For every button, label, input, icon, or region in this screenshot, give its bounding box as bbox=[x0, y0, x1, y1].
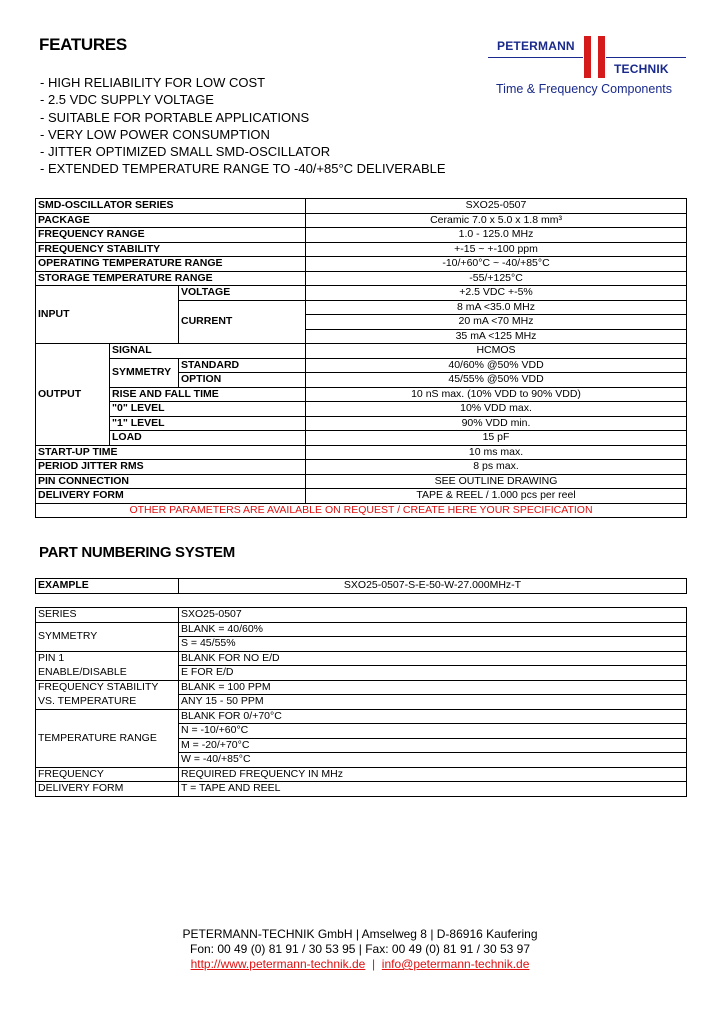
pn-value: SXO25-0507 bbox=[179, 608, 687, 623]
table-row bbox=[36, 622, 687, 637]
spec-sublabel: RISE AND FALL TIME bbox=[110, 387, 306, 402]
table-row bbox=[36, 666, 687, 681]
spec-value: 40/60% @50% VDD bbox=[306, 358, 687, 373]
spec-label: PERIOD JITTER RMS bbox=[36, 460, 306, 475]
table-row bbox=[36, 489, 687, 504]
table-row bbox=[36, 445, 687, 460]
spec-sublabel: LOAD bbox=[110, 431, 306, 446]
pn-value: REQUIRED FREQUENCY IN MHz bbox=[179, 767, 687, 782]
spec-value: SXO25-0507 bbox=[306, 199, 687, 214]
website-link[interactable]: http://www.petermann-technik.de bbox=[190, 957, 366, 971]
logo-name-petermann: PETERMANN bbox=[497, 39, 575, 53]
feature-item: - HIGH RELIABILITY FOR LOW COST bbox=[40, 75, 266, 90]
table-row bbox=[36, 767, 687, 782]
table-row bbox=[36, 242, 687, 257]
pn-value: BLANK = 100 PPM bbox=[179, 680, 687, 695]
spec-value: 15 pF bbox=[306, 431, 687, 446]
spec-label: PIN CONNECTION bbox=[36, 474, 306, 489]
spec-sublabel: OPTION bbox=[179, 373, 306, 388]
pn-label: FREQUENCY STABILITY bbox=[36, 680, 179, 695]
spec-value: HCMOS bbox=[306, 344, 687, 359]
pn-value: M = -20/+70°C bbox=[179, 738, 687, 753]
spec-value: Ceramic 7.0 x 5.0 x 1.8 mm³ bbox=[306, 213, 687, 228]
pn-value: S = 45/55% bbox=[179, 637, 687, 652]
spec-value: 20 mA <70 MHz bbox=[306, 315, 687, 330]
pn-label: TEMPERATURE RANGE bbox=[36, 709, 179, 767]
spec-sublabel: "1" LEVEL bbox=[110, 416, 306, 431]
footer-address: PETERMANN-TECHNIK GmbH | Amselweg 8 | D-86916 Kaufering bbox=[182, 927, 538, 941]
spec-value: 1.0 - 125.0 MHz bbox=[306, 228, 687, 243]
pn-label: FREQUENCY bbox=[36, 767, 179, 782]
pn-label: SYMMETRY bbox=[36, 622, 179, 651]
example-label: EXAMPLE bbox=[36, 579, 179, 594]
spec-label: PACKAGE bbox=[36, 213, 306, 228]
spec-sublabel: VOLTAGE bbox=[179, 286, 306, 301]
example-table bbox=[35, 578, 687, 594]
part-numbering-table bbox=[35, 607, 687, 797]
spec-value: 10 ms max. bbox=[306, 445, 687, 460]
spec-label-input: INPUT bbox=[36, 286, 179, 344]
table-row bbox=[36, 228, 687, 243]
pn-label: PIN 1 bbox=[36, 651, 179, 666]
pn-value: BLANK FOR 0/+70°C bbox=[179, 709, 687, 724]
spec-label: SMD-OSCILLATOR SERIES bbox=[36, 199, 306, 214]
spec-value: -55/+125°C bbox=[306, 271, 687, 286]
features-title: FEATURES bbox=[39, 35, 127, 54]
pn-label: VS. TEMPERATURE bbox=[36, 695, 179, 710]
spec-value: TAPE & REEL / 1.000 pcs per reel bbox=[306, 489, 687, 504]
spec-label: OPERATING TEMPERATURE RANGE bbox=[36, 257, 306, 272]
footer-phone: Fon: 00 49 (0) 81 91 / 30 53 95 | Fax: 00 49 (0) 81 91 / 30 53 97 bbox=[189, 942, 530, 956]
footer-links bbox=[0, 957, 720, 972]
spec-sublabel: SIGNAL bbox=[110, 344, 306, 359]
spec-value: +-15 ~ +-100 ppm bbox=[306, 242, 687, 257]
logo-line-right bbox=[606, 57, 686, 58]
spec-note: OTHER PARAMETERS ARE AVAILABLE ON REQUEST / CREATE HERE YOUR SPECIFICATION bbox=[36, 503, 687, 518]
pn-value: T = TAPE AND REEL bbox=[179, 782, 687, 797]
spec-value: 90% VDD min. bbox=[306, 416, 687, 431]
pn-value: ANY 15 - 50 PPM bbox=[179, 695, 687, 710]
feature-item: - EXTENDED TEMPERATURE RANGE TO -40/+85°C DELIVERABLE bbox=[40, 161, 446, 177]
table-row bbox=[36, 460, 687, 475]
spec-value: 35 mA <125 MHz bbox=[306, 329, 687, 344]
table-row bbox=[36, 213, 687, 228]
logo-tagline: Time & Frequency Components bbox=[496, 82, 673, 96]
table-row bbox=[36, 503, 687, 518]
feature-item: - 2.5 VDC SUPPLY VOLTAGE bbox=[40, 92, 214, 108]
spec-label: DELIVERY FORM bbox=[36, 489, 306, 504]
logo-bar-right bbox=[598, 36, 605, 78]
table-row bbox=[36, 782, 687, 797]
spec-value: 10% VDD max. bbox=[306, 402, 687, 417]
spec-label-output: OUTPUT bbox=[36, 344, 110, 446]
spec-label: FREQUENCY RANGE bbox=[36, 228, 306, 243]
pn-value: W = -40/+85°C bbox=[179, 753, 687, 768]
feature-item: - JITTER OPTIMIZED SMALL SMD-OSCILLATOR bbox=[40, 144, 331, 160]
spec-label: STORAGE TEMPERATURE RANGE bbox=[36, 271, 306, 286]
pn-value: N = -10/+60°C bbox=[179, 724, 687, 739]
footer-separator: | bbox=[365, 957, 382, 971]
pn-value: BLANK = 40/60% bbox=[179, 622, 687, 637]
logo-name-technik: TECHNIK bbox=[614, 62, 669, 76]
table-row bbox=[36, 416, 687, 431]
spec-table bbox=[35, 198, 687, 518]
pn-label: DELIVERY FORM bbox=[36, 782, 179, 797]
table-row bbox=[36, 651, 687, 666]
table-row bbox=[36, 579, 687, 594]
table-row bbox=[36, 431, 687, 446]
logo-bar-left bbox=[584, 36, 591, 78]
spec-value: -10/+60°C ~ -40/+85°C bbox=[306, 257, 687, 272]
spec-label: FREQUENCY STABILITY bbox=[36, 242, 306, 257]
feature-item: - SUITABLE FOR PORTABLE APPLICATIONS bbox=[40, 109, 310, 125]
spec-label: START-UP TIME bbox=[36, 445, 306, 460]
table-row bbox=[36, 199, 687, 214]
spec-value: 45/55% @50% VDD bbox=[306, 373, 687, 388]
spec-sublabel: CURRENT bbox=[179, 300, 306, 344]
table-row bbox=[36, 271, 687, 286]
example-value: SXO25-0507-S-E-50-W-27.000MHz-T bbox=[179, 579, 687, 594]
spec-value: 10 nS max. (10% VDD to 90% VDD) bbox=[306, 387, 687, 402]
email-link[interactable]: info@petermann-technik.de bbox=[381, 957, 530, 971]
table-row bbox=[36, 257, 687, 272]
feature-item: - VERY LOW POWER CONSUMPTION bbox=[40, 126, 270, 142]
table-row bbox=[36, 402, 687, 417]
table-row bbox=[36, 344, 687, 359]
table-row bbox=[36, 608, 687, 623]
features-list bbox=[40, 74, 446, 178]
pn-value: E FOR E/D bbox=[179, 666, 687, 681]
spec-value: SEE OUTLINE DRAWING bbox=[306, 474, 687, 489]
pn-label: ENABLE/DISABLE bbox=[36, 666, 179, 681]
pn-value: BLANK FOR NO E/D bbox=[179, 651, 687, 666]
logo-line-left bbox=[488, 57, 583, 58]
table-row bbox=[36, 387, 687, 402]
spec-value: 8 ps max. bbox=[306, 460, 687, 475]
table-row bbox=[36, 695, 687, 710]
table-row bbox=[36, 474, 687, 489]
table-row bbox=[36, 709, 687, 724]
spec-value: +2.5 VDC +-5% bbox=[306, 286, 687, 301]
spec-value: 8 mA <35.0 MHz bbox=[306, 300, 687, 315]
spec-sublabel: "0" LEVEL bbox=[110, 402, 306, 417]
table-row bbox=[36, 286, 687, 301]
part-numbering-title: PART NUMBERING SYSTEM bbox=[39, 544, 235, 561]
spec-sublabel: SYMMETRY bbox=[110, 358, 179, 387]
table-row bbox=[36, 358, 687, 373]
spec-sublabel: STANDARD bbox=[179, 358, 306, 373]
table-row bbox=[36, 680, 687, 695]
pn-label: SERIES bbox=[36, 608, 179, 623]
